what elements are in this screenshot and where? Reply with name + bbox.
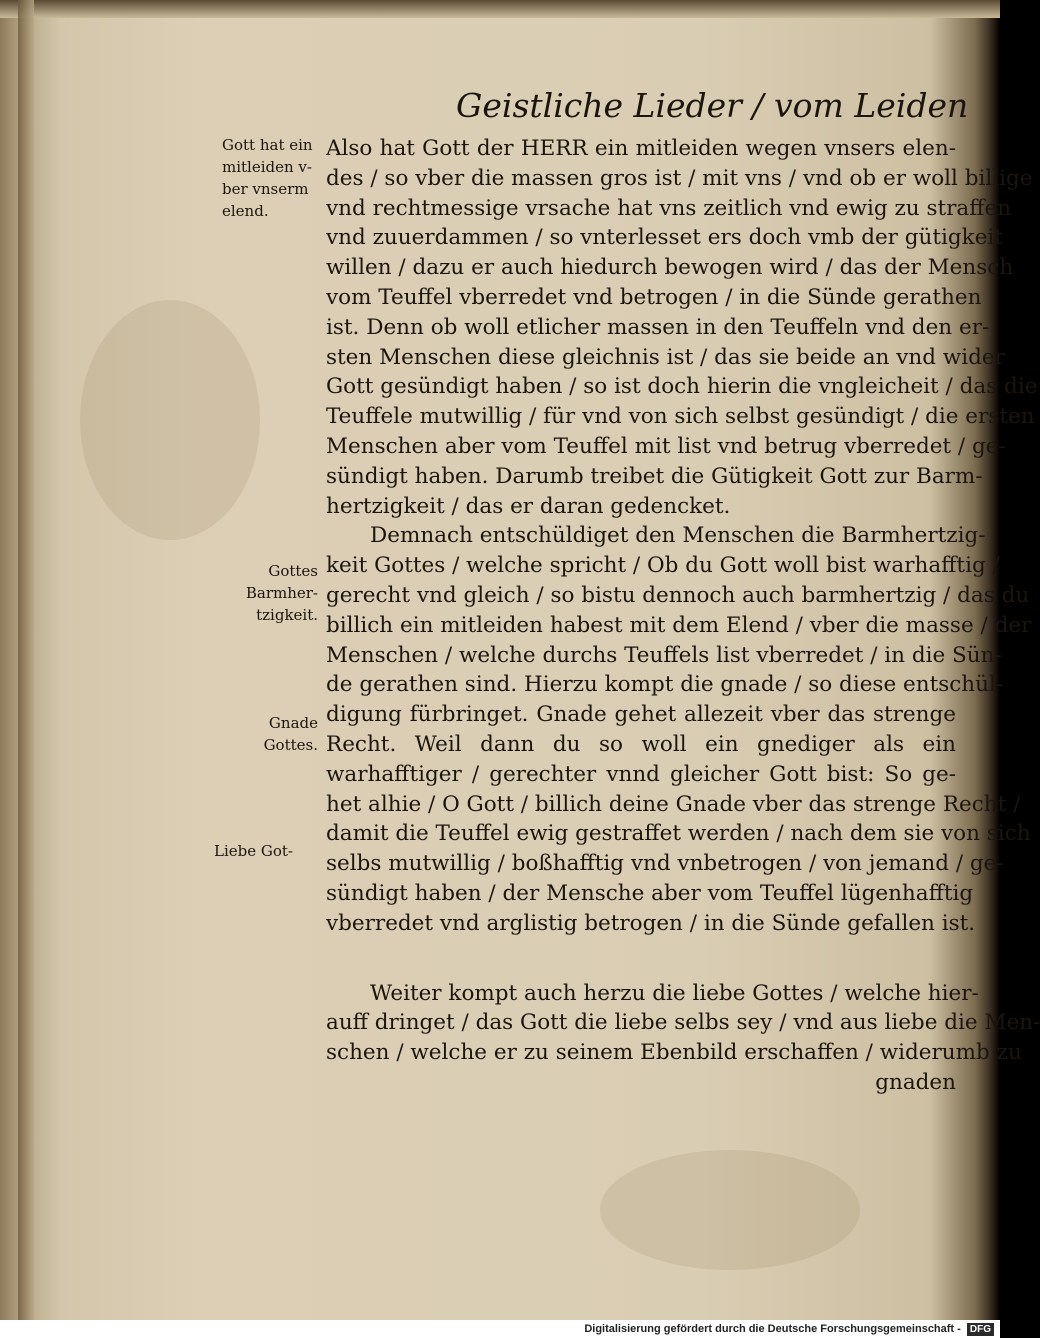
text-line: Also hat Gott der HERR ein mitleiden wegen vnsers elen-	[326, 136, 956, 161]
paper-stain	[80, 300, 260, 540]
main-text-block	[326, 134, 1040, 1098]
text-line: Demnach entschüldiget den Menschen die Barmhertzig-	[370, 523, 986, 549]
text-line: damit die Teuffel ewig gestraffet werden / nach dem sie von sich	[326, 821, 1031, 847]
text-line: hertzigkeit / das er daran gedencket.	[326, 493, 731, 519]
page-spine	[18, 0, 34, 1320]
margin-note-1: Gott hat ein mitleiden v- ber vnserm elend.	[222, 136, 313, 220]
text-line: sten Menschen diese gleichnis ist / das sie beide an vnd wider	[326, 344, 1005, 370]
text-line: Menschen / welche durchs Teuffels list vberredet / in die Sün-	[326, 642, 1002, 668]
text-line: Recht. Weil dann du so woll ein gnediger als ein	[326, 731, 956, 757]
text-line: vnd rechtmessige vrsache hat vns zeitlich vnd ewig zu straffen	[326, 195, 1012, 221]
margin-note-2: Gottes Barmher- tzigkeit.	[245, 562, 318, 624]
catchword: gnaden	[875, 1069, 956, 1095]
text-line: Weiter kompt auch herzu die liebe Gottes / welche hier-	[370, 980, 979, 1006]
paper-stain	[600, 1150, 860, 1270]
text-line: Menschen aber vom Teuffel mit list vnd betrug vberredet / ge-	[326, 433, 1006, 459]
text-line: warhafftiger / gerechter vnnd gleicher Gott bist: So ge-	[326, 761, 956, 787]
text-line: het alhie / O Gott / billich deine Gnade vber das strenge Recht /	[326, 791, 1021, 817]
margin-note-4: Liebe Got-	[214, 842, 293, 860]
digitization-credit	[0, 1320, 1000, 1338]
text-line: digung fürbringet. Gnade gehet allezeit vber das strenge	[326, 702, 956, 728]
text-line: auff dringet / das Gott die liebe selbs sey / vnd aus liebe die Men-	[326, 1010, 1040, 1036]
page-top-edge	[0, 0, 1000, 18]
dfg-logo: DFG	[967, 1323, 994, 1336]
text-line: willen / dazu er auch hiedurch bewogen wird / das der Mensch	[326, 255, 1014, 281]
text-line: Gott gesündigt haben / so ist doch hierin die vngleicheit / das die	[326, 374, 1038, 400]
text-line: sündigt haben. Darumb treibet die Gütigkeit Gott zur Barm-	[326, 463, 983, 489]
margin-note-3: Gnade Gottes.	[263, 714, 318, 754]
text-line: gerecht vnd gleich / so bistu dennoch auch barmhertzig / das du	[326, 582, 1030, 608]
text-line: des / so vber die massen gros ist / mit vns / vnd ob er woll billige	[326, 165, 1033, 191]
running-header: Geistliche Lieder / vom Leiden	[456, 86, 969, 125]
text-line: sündigt haben / der Mensche aber vom Teuffel lügenhafftig	[326, 880, 974, 906]
text-line: Teuffele mutwillig / für vnd von sich selbst gesündigt / die ersten	[326, 404, 1035, 430]
text-line: billich ein mitleiden habest mit dem Elend / vber die masse / der	[326, 612, 1032, 638]
credit-text: Digitalisierung gefördert durch die Deutsche Forschungsgemeinschaft -	[584, 1323, 961, 1335]
text-line: vberredet vnd arglistig betrogen / in die Sünde gefallen ist.	[326, 910, 976, 936]
text-line: vom Teuffel vberredet vnd betrogen / in die Sünde gerathen	[326, 284, 982, 310]
text-line: selbs mutwillig / boßhafftig vnd vnbetrogen / von jemand / ge-	[326, 851, 1004, 877]
text-line: ist. Denn ob woll etlicher massen in den Teuffeln vnd den er-	[326, 314, 990, 340]
text-line: schen / welche er zu seinem Ebenbild erschaffen / widerumb zu	[326, 1040, 1022, 1066]
text-line: de gerathen sind. Hierzu kompt die gnade / so diese entschül-	[326, 672, 1004, 698]
text-line: keit Gottes / welche spricht / Ob du Gott woll bist warhafftig /	[326, 553, 1000, 579]
text-line: vnd zuuerdammen / so vnterlesset ers doch vmb der gütigkeit	[326, 225, 1003, 251]
